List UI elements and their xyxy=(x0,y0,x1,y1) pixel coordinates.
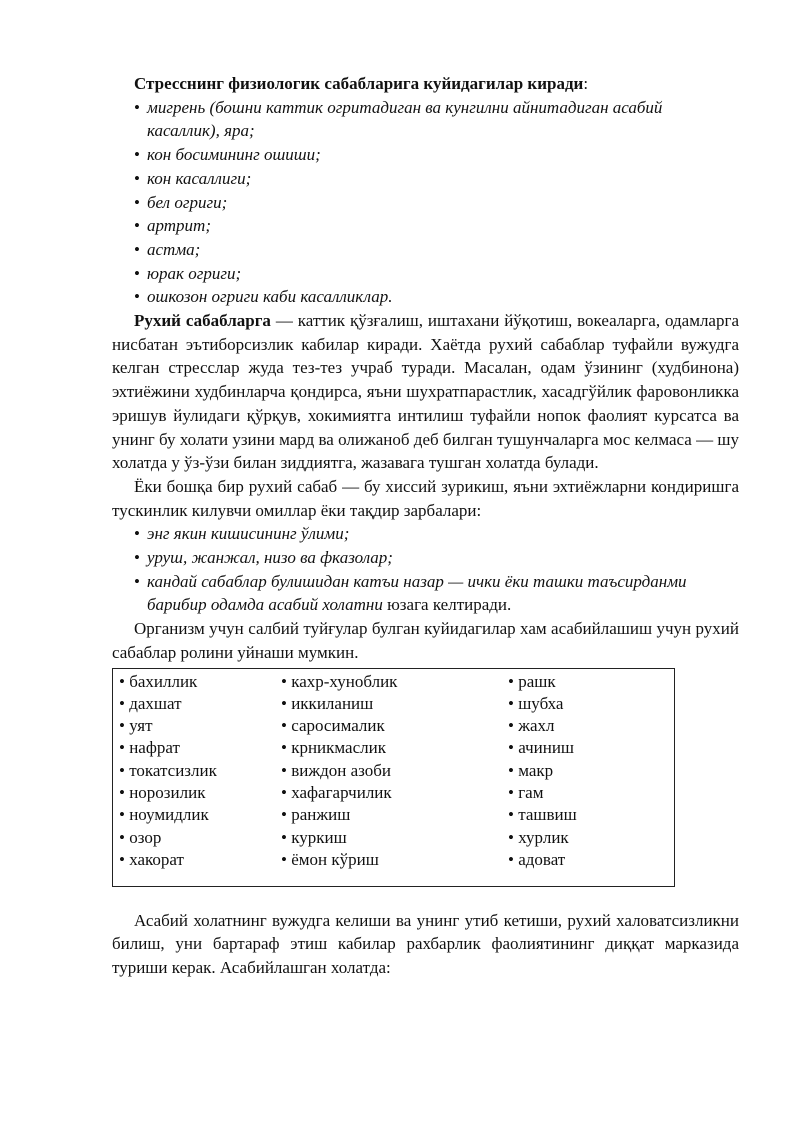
emotion-item: • бахиллик xyxy=(119,671,281,693)
emotions-column-3 xyxy=(508,671,668,886)
emotion-item: • адоват xyxy=(508,849,668,871)
emotion-item: • жахл xyxy=(508,715,668,737)
emotion-item: • ёмон кўриш xyxy=(281,849,508,871)
emotion-item: • крникмаслик xyxy=(281,737,508,759)
emotion-item: • хакорат xyxy=(119,849,281,871)
list-item: • астма; xyxy=(112,238,739,262)
emotion-item: • ранжиш xyxy=(281,804,508,826)
emotion-item: • ачиниш xyxy=(508,737,668,759)
emotion-item: • саросималик xyxy=(281,715,508,737)
emotion-item: • дахшат xyxy=(119,693,281,715)
list-item: • кон касаллиги; xyxy=(112,167,739,191)
spacer xyxy=(112,887,739,909)
emotional-strain-paragraph: Ёки бошқа бир рухий сабаб — бу хиссий зурикиш, яъни эхтиёжларни кондиришга тускинлик килувчи омиллар ёки тақдир зарбалари: xyxy=(112,476,739,520)
list-item xyxy=(112,522,739,546)
list-item xyxy=(112,546,739,570)
list-item: • артрит; xyxy=(112,214,739,238)
heading-colon: : xyxy=(583,74,589,93)
emotion-item: • виждон азоби xyxy=(281,760,508,782)
physiological-causes-heading xyxy=(112,72,739,96)
emotion-item: • ташвиш xyxy=(508,804,668,826)
emotion-item: • хафагарчилик xyxy=(281,782,508,804)
emotion-item: • хурлик xyxy=(508,827,668,849)
list-item-text: энг якин кишисининг ўлими; xyxy=(147,524,350,544)
list-item: • юрак огриги; xyxy=(112,262,739,286)
list-item: • кон босимининг ошиши; xyxy=(112,143,739,167)
list-item-tail: юзага келтиради. xyxy=(382,595,512,615)
emotion-item: • шубха xyxy=(508,693,668,715)
emotion-item: • рашк xyxy=(508,671,668,693)
psychological-causes-lead: Рухий сабабларга xyxy=(134,311,271,331)
list-item-text: кандай сабаблар булишидан катъи назар — ички ёки ташки таъсирданми барибир одамда асабий холатни xyxy=(147,571,687,615)
emotion-item: • макр xyxy=(508,760,668,782)
emotion-item: • озор xyxy=(119,827,281,849)
emotions-column-2 xyxy=(281,671,508,886)
negative-emotions-table xyxy=(112,668,675,887)
emotion-item: • гам xyxy=(508,782,668,804)
emotion-item: • иккиланиш xyxy=(281,693,508,715)
list-item xyxy=(112,570,739,617)
emotions-column-1 xyxy=(119,671,281,886)
emotion-item: • куркиш xyxy=(281,827,508,849)
list-item-text: уруш, жанжал, низо ва фказолар; xyxy=(147,548,393,568)
emotion-item: • кахр-хуноблик xyxy=(281,671,508,693)
emotion-item: • норозилик xyxy=(119,782,281,804)
list-item: • мигрень (бошни каттик огритадиган ва кунгилни айнитадиган асабий касаллик), яра; xyxy=(112,96,739,143)
strain-causes-list xyxy=(112,522,739,617)
emotion-item: • ноумидлик xyxy=(119,804,281,826)
psychological-causes-paragraph xyxy=(112,309,739,475)
conclusion-paragraph: Асабий холатнинг вужудга келиши ва унинг утиб кетиши, рухий халоватсизликни билиш, уни бартараф этиш кабилар рахбарлик фаолиятининг диққат марказида туриши керак. Асабийлашган холатда: xyxy=(112,910,739,977)
list-item: • ошкозон огриги каби касалликлар. xyxy=(112,285,739,309)
emotion-item: • нафрат xyxy=(119,737,281,759)
list-item: • бел огриги; xyxy=(112,191,739,215)
emotion-item: • токатсизлик xyxy=(119,760,281,782)
physiological-causes-list xyxy=(112,96,739,309)
negative-emotions-paragraph: Организм учун салбий туйғулар булган куйидагилар хам асабийлашиш учун рухий сабаблар ролини уйнаши мумкин. xyxy=(112,619,739,662)
emotion-item: • уят xyxy=(119,715,281,737)
heading-bold: Стресснинг физиологик сабабларига куйидагилар киради xyxy=(134,74,584,93)
paragraph-text: — каттик қўзғалиш, иштахани йўқотиш, вокеаларга, одамларга нисбатан эътиборсизлик кабилар киради. Хаётда рухий сабаблар туфайли вужудга келган стресслар жуда тез-тез учраб туради. Масалан, одам ўзининг (худбинона) эхтиёжини худбинларча қондирса, яъни шухратпарастлик, хасадгўйлик фаровонликка эришув йулидаги қўрқув, хокимиятга интилиш туфайли нопок фаолият курсатса ва унинг бу холати узини мард ва олижаноб деб билган тушунчаларга мос келмаса — шу холатда у ўз-ўзи билан зиддиятга, жазавага тушган холатда булади. xyxy=(112,311,739,473)
